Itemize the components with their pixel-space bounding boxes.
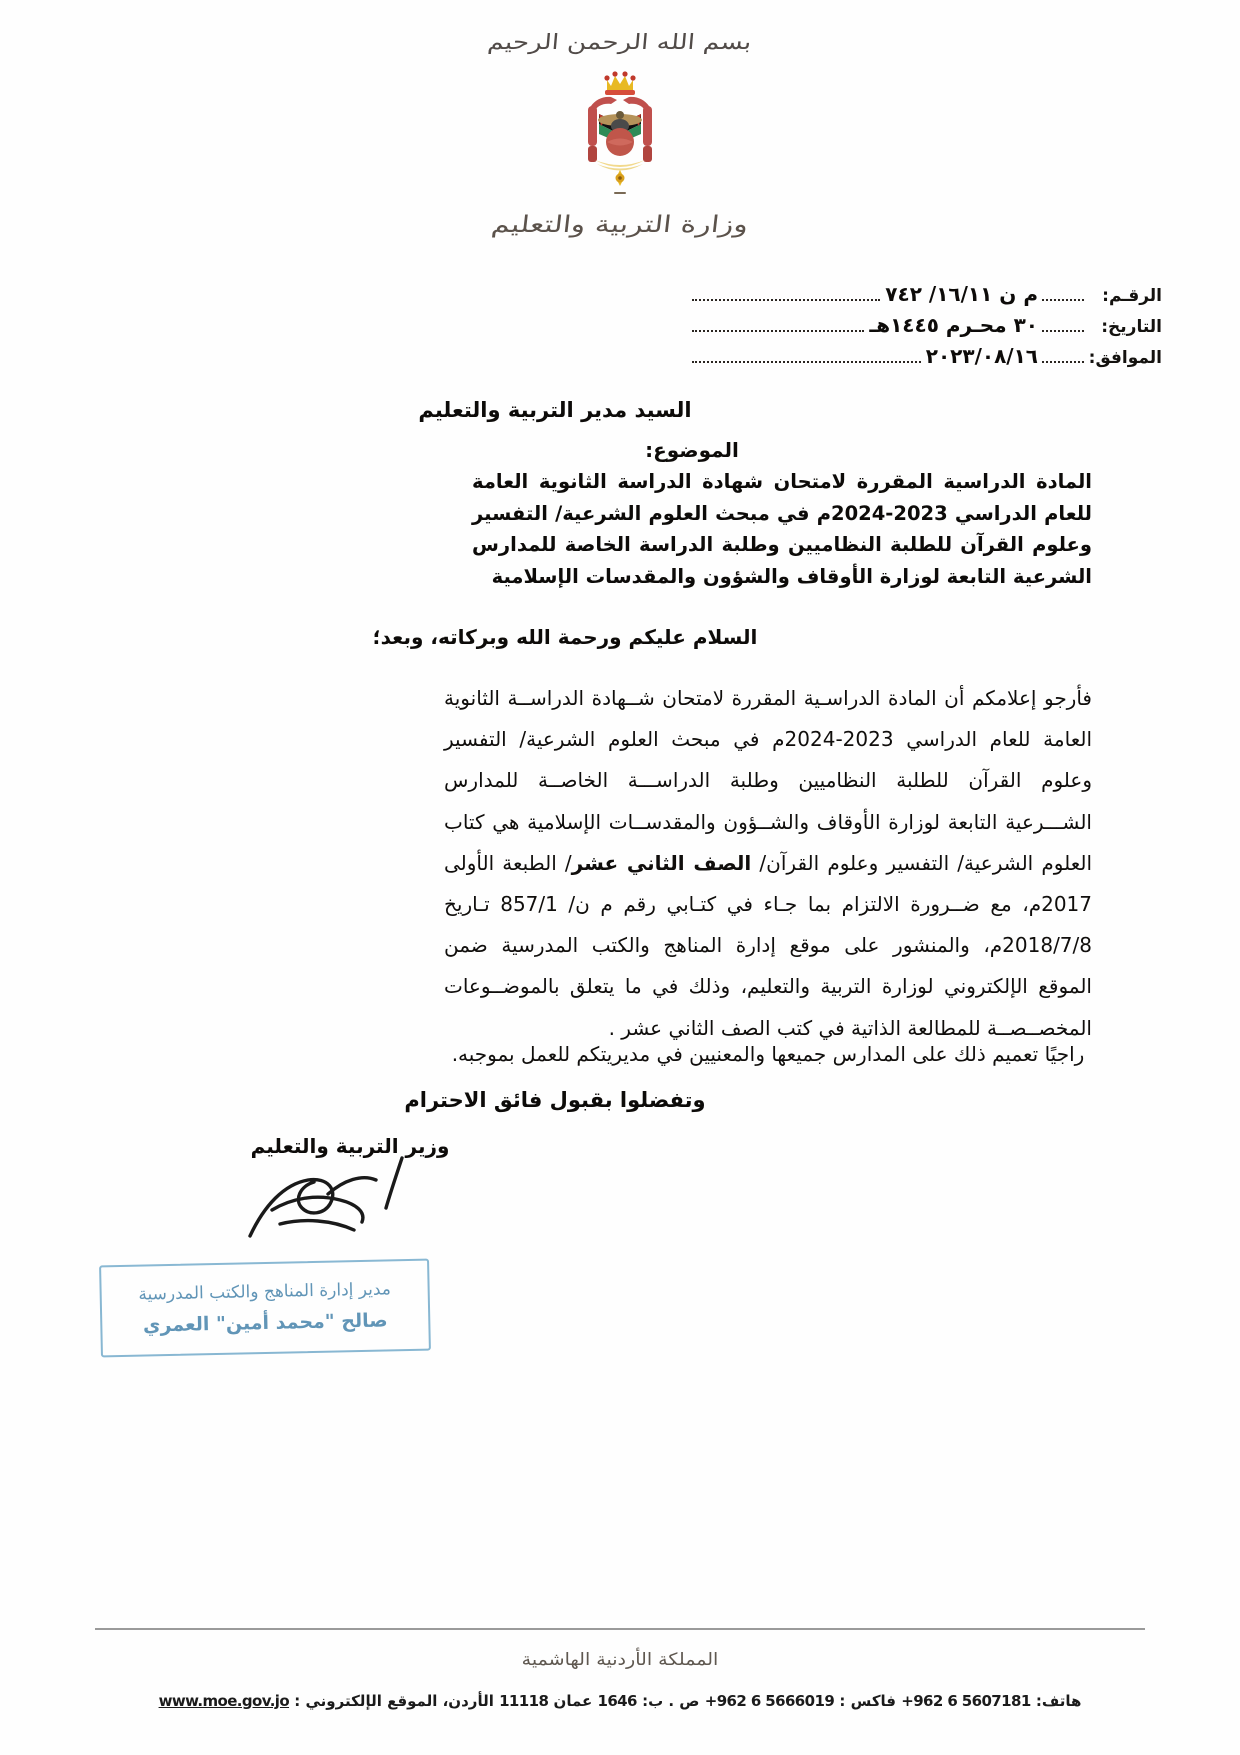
- handwritten-signature-mark: [220, 1150, 440, 1260]
- addressee-line: السيد مدير التربية والتعليم: [418, 398, 692, 422]
- stamp-department-line: مدير إدارة المناهج والكتب المدرسية: [138, 1279, 392, 1305]
- dotted-leader: [1042, 350, 1084, 363]
- reference-number-label: الرقـم:: [1102, 286, 1162, 306]
- dotted-leader: [1042, 288, 1084, 301]
- subject-section: [472, 438, 1092, 592]
- body-part-one: فأرجو إعلامكم أن المادة الدراسـية المقررة لامتحان شــهادة الدراســة الثانوية العامة للعام الدراسي 2023-2024م في مبحث العلوم الشرعية/ التفسير وعلوم القرآن للطلبة النظاميين وطلبة الدراســـة الخاصــة للمدارس الشـــرعية التابعة لوزارة الأوقاف والشــؤون والمقدســات الإسلامية هي كتاب العلوم الشرعية/ التفسير وعلوم القرآن/: [444, 686, 1093, 875]
- signature-block: [220, 1134, 480, 1158]
- letterhead: [0, 30, 1240, 238]
- closing-request-line: راجيًا تعميم ذلك على المدارس جميعها والمعنيين في مديريتكم للعمل بموجبه.: [451, 1042, 1085, 1066]
- footer-pobox-value: 1646: [597, 1692, 637, 1710]
- footer-fax-label: فاكس :: [839, 1692, 896, 1710]
- footer-divider: [95, 1628, 1145, 1630]
- footer-country: الأردن،: [442, 1692, 494, 1710]
- reference-gregorian-value: ٢٠٢٣/٠٨/١٦: [925, 344, 1038, 368]
- closing-respect-line: وتفضلوا بقبول فائق الاحترام: [404, 1088, 706, 1112]
- reference-number-value: م ن ١٦/١١/ ٧٤٢: [885, 282, 1038, 306]
- dotted-leader: [692, 319, 864, 332]
- footer-pobox-label: ص . ب:: [642, 1692, 700, 1710]
- reference-gregorian-label: الموافق:: [1088, 348, 1162, 368]
- body-part-two: / الطبعة الأولى 2017م، مع ضــرورة الالتزام بما جـاء في كتـابي رقم م ن/ 857/1 تـاريخ 2018/7/8م، والمنشور على موقع إدارة المناهج والكتب المدرسية ضمن الموقع الإلكتروني لوزارة التربية والتعليم، وذلك في ما يتعلق بالموضــوعات المخصــصــة للمطالعة الذاتية في كتب الصف الثاني عشر .: [444, 850, 1092, 1040]
- subject-text: المادة الدراسية المقررة لامتحان شهادة الدراسة الثانوية العامة للعام الدراسي 2023-2024م في مبحث العلوم الشرعية/ التفسير وعلوم القرآن للطلبة النظاميين وطلبة الدراسة الخاصة للمدارس الشرعية التابعة لوزارة الأوقاف والشؤون والمقدسات الإسلامية: [472, 470, 1093, 588]
- footer-kingdom-name: المملكة الأردنية الهاشمية: [521, 1650, 719, 1670]
- jordan-coat-of-arms-emblem: [545, 60, 695, 210]
- reference-block: [692, 282, 1162, 375]
- body-paragraph: [444, 678, 1092, 1049]
- reference-gregorian-row: [692, 344, 1162, 368]
- footer-contact-line: [0, 1692, 1240, 1710]
- subject-label: الموضوع:: [645, 438, 739, 462]
- footer-website-link[interactable]: www.moe.gov.jo: [158, 1692, 290, 1710]
- reference-date-value: ٣٠ محـرم ١٤٤٥هـ: [869, 313, 1038, 337]
- grade-emphasis: الصف الثاني عشر: [571, 850, 752, 875]
- footer-phone-value: +962 6 5607181: [901, 1692, 1031, 1710]
- reference-date-row: [692, 313, 1162, 337]
- dotted-leader: [1042, 319, 1084, 332]
- basmala-text: بسم الله الرحمن الرحيم: [487, 30, 753, 54]
- footer-website-label: الموقع الإلكتروني :: [294, 1692, 438, 1710]
- reference-number-row: [692, 282, 1162, 306]
- dotted-leader: [692, 350, 921, 363]
- official-stamp: [99, 1259, 431, 1358]
- dotted-leader: [692, 288, 880, 301]
- ministry-name-calligraphy: وزارة التربية والتعليم: [490, 212, 750, 238]
- footer-city: عمان: [553, 1692, 593, 1710]
- footer-postal-code: 11118: [499, 1692, 549, 1710]
- stamp-name-line: صالح "محمد أمين" العمري: [142, 1309, 388, 1337]
- footer-fax-value: +962 6 5666019: [704, 1692, 835, 1710]
- signatory-title: وزير التربية والتعليم: [250, 1134, 450, 1158]
- greeting-line: السلام عليكم ورحمة الله وبركاته، وبعد؛: [372, 625, 758, 649]
- reference-date-label: التاريخ:: [1101, 317, 1162, 337]
- footer-phone-label: هاتف:: [1035, 1692, 1082, 1710]
